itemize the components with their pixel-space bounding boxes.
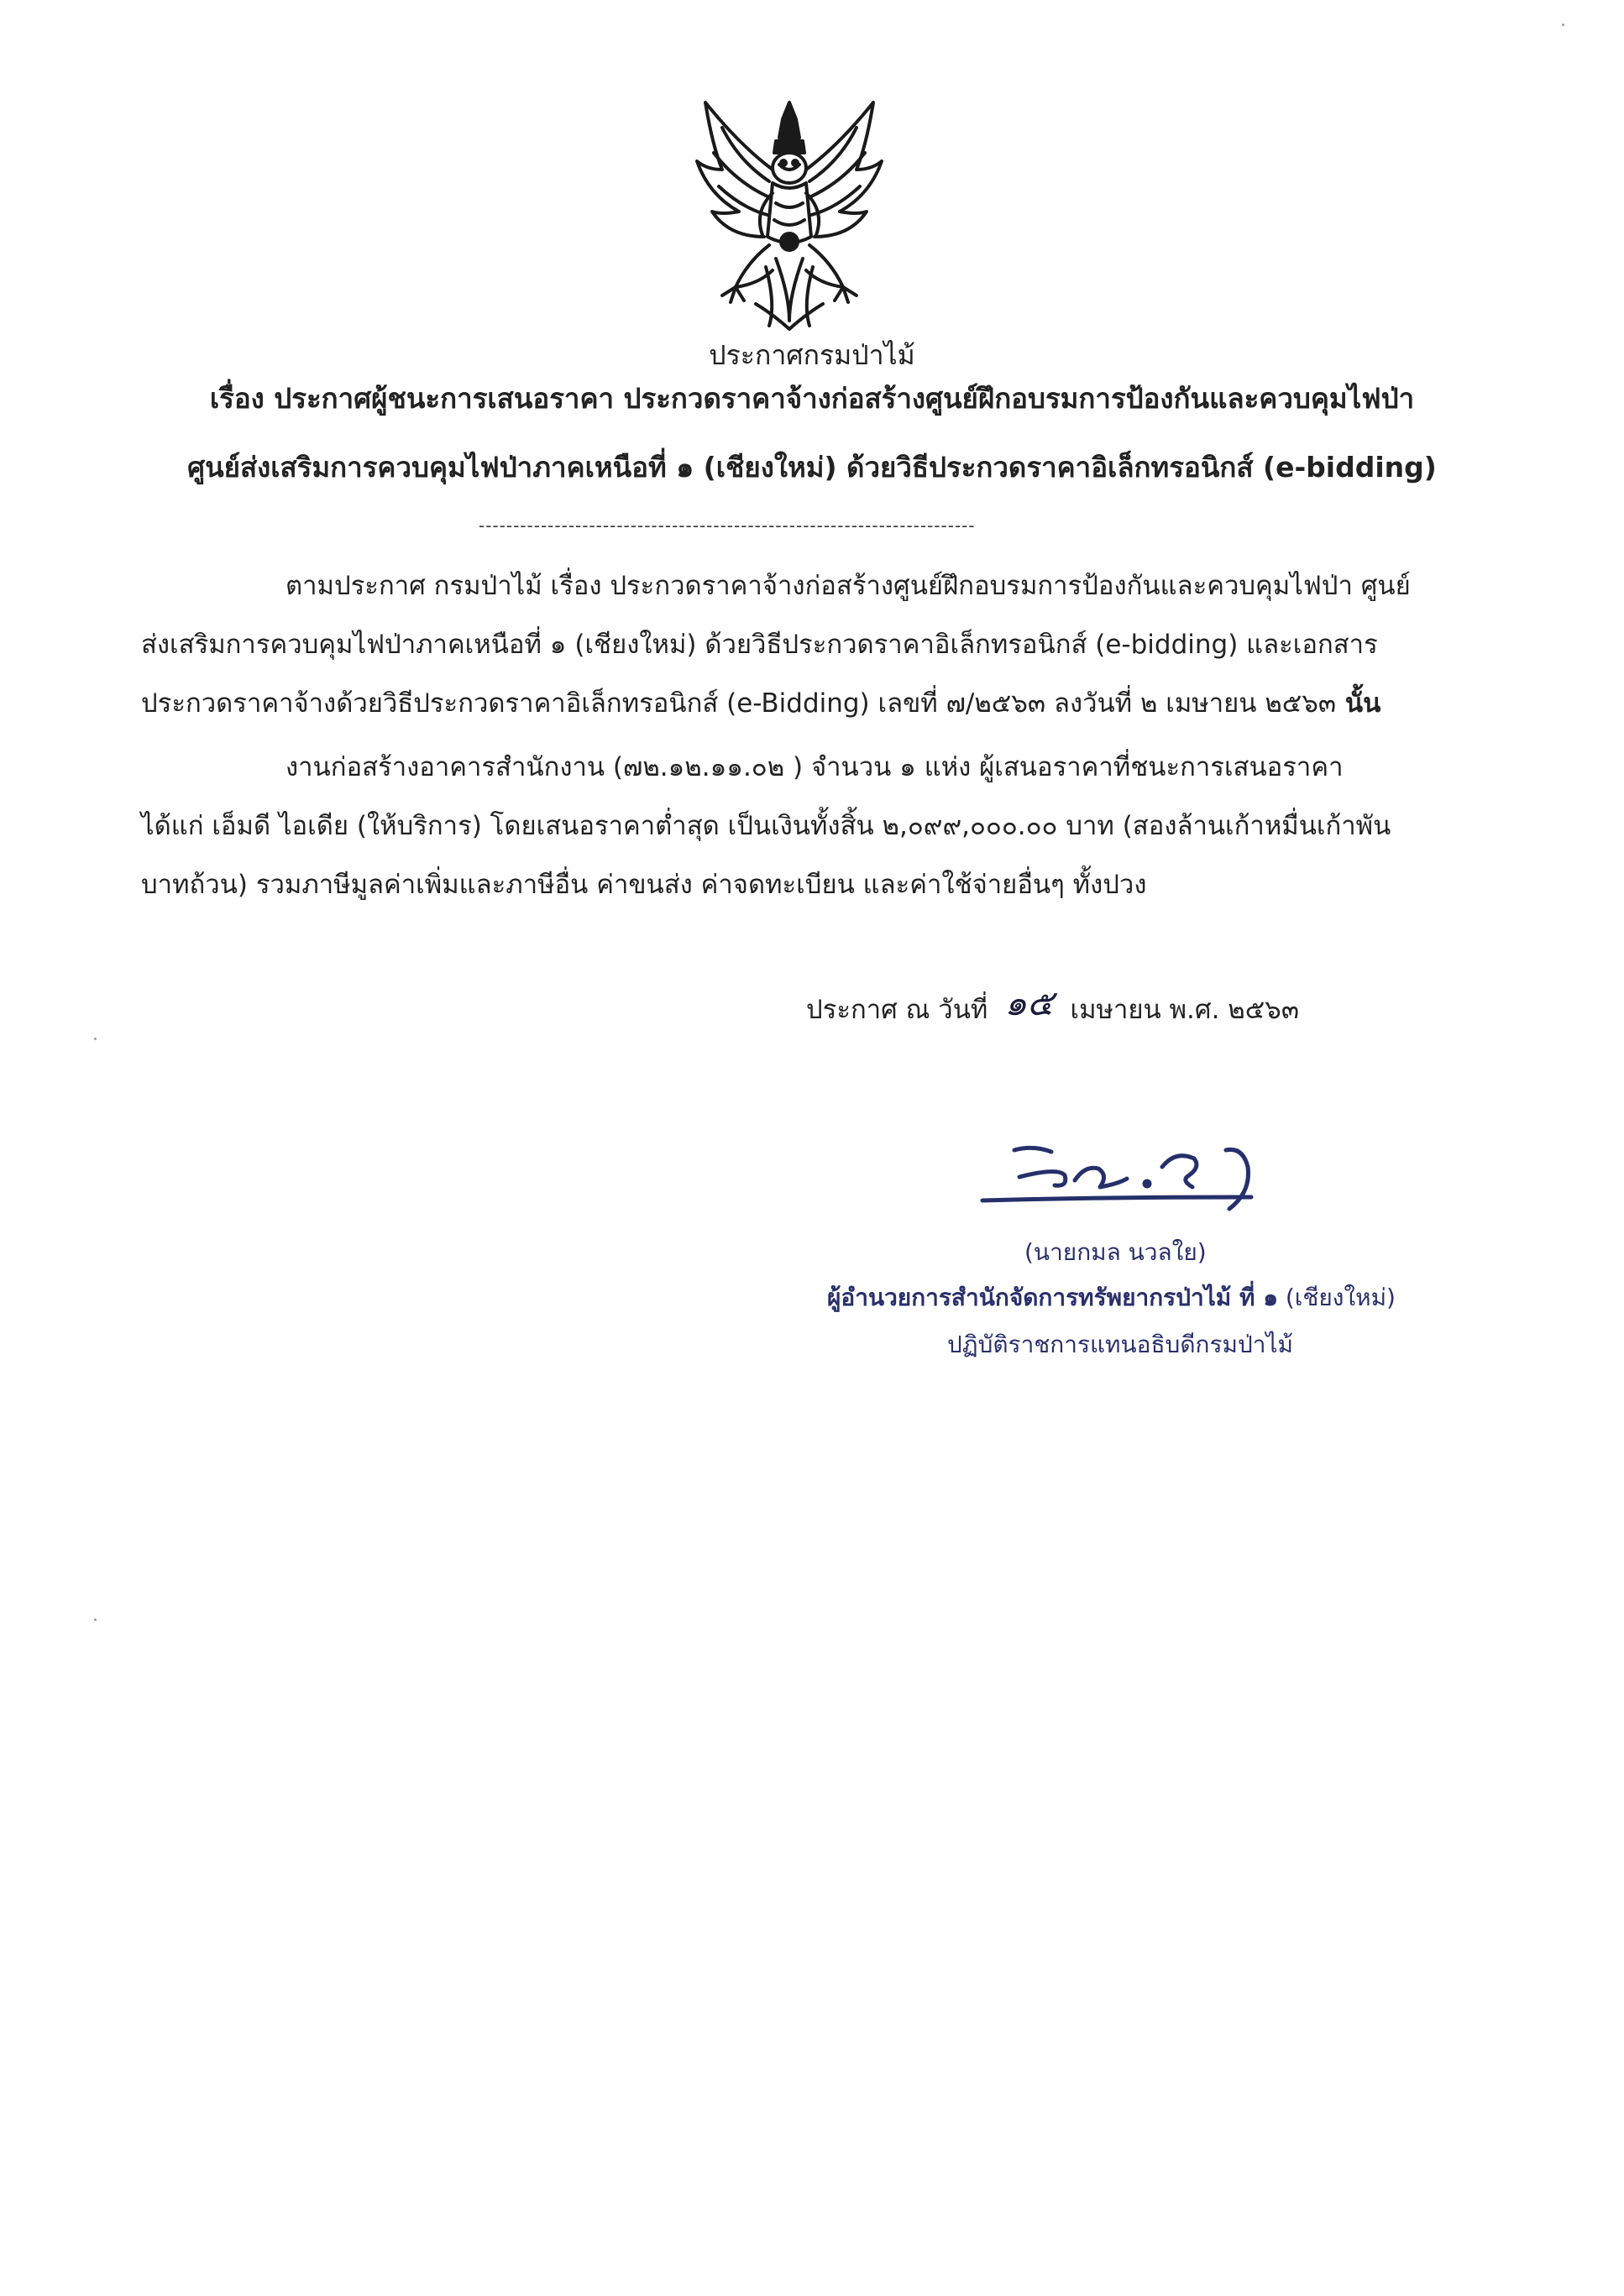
separator-line: ------------------------------------------------------------------------ xyxy=(479,515,976,536)
signatory-position-1-tail: (เชียงใหม่) xyxy=(1277,1284,1396,1311)
body-line-3 xyxy=(141,682,1380,724)
body-line-1: ตามประกาศ กรมป่าไม้ เรื่อง ประกวดราคาจ้างก่อสร้างศูนย์ฝึกอบรมการป้องกันและควบคุมไฟป่า ศูนย์ xyxy=(286,571,1411,601)
announcement-title: ประกาศกรมป่าไม้ xyxy=(709,339,915,371)
subject-line-1: เรื่อง ประกาศผู้ชนะการเสนอราคา ประกวดราคาจ้างก่อสร้างศูนย์ฝึกอบรมการป้องกันและควบคุมไฟป่า xyxy=(209,382,1415,415)
date-suffix: เมษายน พ.ศ. ๒๕๖๓ xyxy=(1070,995,1300,1025)
signatory-name: (นายกมล นวลใย) xyxy=(1024,1238,1207,1266)
signatory-position-1-text: ผู้อำนวยการสำนักจัดการทรัพยากรป่าไม้ ที่ ๑ xyxy=(827,1284,1278,1311)
date-prefix: ประกาศ ณ วันที่ xyxy=(806,995,988,1025)
scan-speck xyxy=(94,1038,97,1040)
handwritten-signature xyxy=(974,1117,1310,1234)
body-line-4: งานก่อสร้างอาคารสำนักงาน (๗๒.๑๒.๑๑.๐๒ ) จำนวน ๑ แห่ง ผู้เสนอราคาที่ชนะการเสนอราคา xyxy=(286,752,1344,782)
subject-line-2: ศูนย์ส่งเสริมการควบคุมไฟป่าภาคเหนือที่ ๑ (เชียงใหม่) ด้วยวิธีประกวดราคาอิเล็กทรอนิกส์ (e-bidding) xyxy=(187,451,1437,484)
body-line-6: บาทถ้วน) รวมภาษีมูลค่าเพิ่มและภาษีอื่น ค่าขนส่ง ค่าจดทะเบียน และค่าใช้จ่ายอื่นๆ ทั้งปวง xyxy=(141,870,1147,900)
scan-speck xyxy=(1562,24,1564,26)
garuda-emblem-icon xyxy=(689,94,890,333)
body-line-2: ส่งเสริมการควบคุมไฟป่าภาคเหนือที่ ๑ (เชียงใหม่) ด้วยวิธีประกวดราคาอิเล็กทรอนิกส์ (e-bidding) และเอกสาร xyxy=(141,630,1378,660)
signatory-position-2: ปฏิบัติราชการแทนอธิบดีกรมป่าไม้ xyxy=(947,1331,1294,1358)
scan-speck xyxy=(94,1619,97,1621)
signatory-position-1 xyxy=(827,1279,1396,1316)
body-line-5: ได้แก่ เอ็มดี ไอเดีย (ให้บริการ) โดยเสนอราคาต่ำสุด เป็นเงินทั้งสิ้น ๒,๐๙๙,๐๐๐.๐๐ บาท (สองล้านเก้าหมื่นเก้าพัน xyxy=(141,811,1391,841)
body-line-3-text: ประกวดราคาจ้างด้วยวิธีประกวดราคาอิเล็กทรอนิกส์ (e-Bidding) เลขที่ ๗/๒๕๖๓ ลงวันที่ ๒ เมษายน ๒๕๖๓ xyxy=(141,688,1337,719)
announcement-date xyxy=(806,979,1299,1034)
body-line-3-tail: นั้น xyxy=(1336,688,1381,719)
date-day-handwritten: ๑๕ xyxy=(1004,982,1054,1023)
